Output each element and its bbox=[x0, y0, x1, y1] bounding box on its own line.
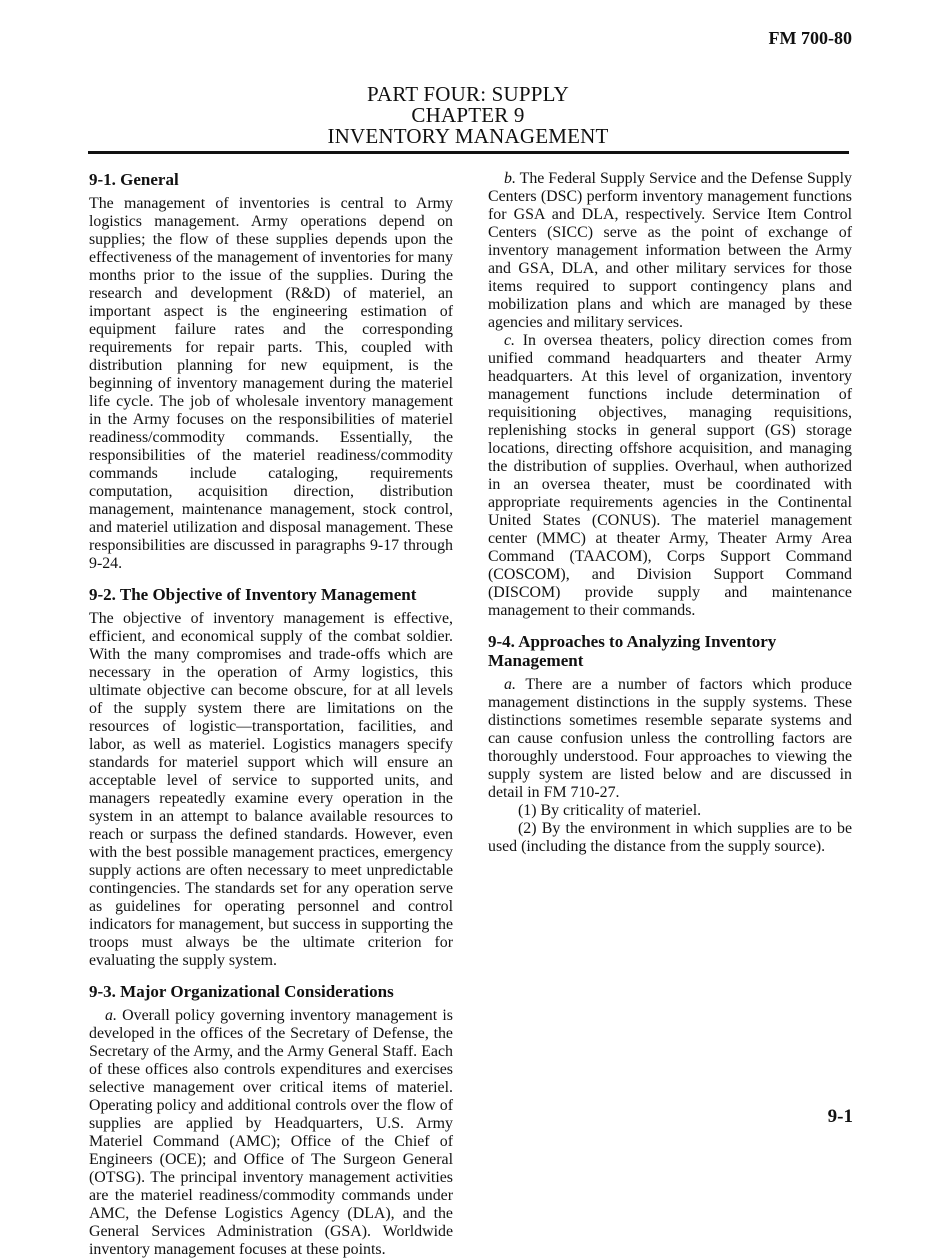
paragraph: The management of inventories is central to Army logistics management. Army operations depend on supplies; the flow of these supplies depends upon the effectiveness of the management of inventories for many months prior to the issue of the supplies. During the research and development (R&D) of materiel, an important aspect is the engineering estimation of equipment failure rates and the corresponding requirements for repair parts. This, coupled with distribution planning for new equipment, is the beginning of inventory management during the materiel life cycle. The job of wholesale inventory management in the Army focuses on the responsibilities of materiel readiness/commodity commands. Essentially, the responsibilities of the materiel readiness/commodity commands include cataloging, requirements computation, acquisition direction, distribution management, maintenance management, stock control, and materiel utilization and disposal management. These responsibilities are discussed in paragraphs 9-17 through 9-24. bbox=[89, 195, 453, 572]
paragraph-b bbox=[488, 170, 852, 332]
chapter-name: INVENTORY MANAGEMENT bbox=[327, 124, 609, 148]
list-item: (2) By the environment in which supplies are to be used (including the distance from the supply source). bbox=[488, 820, 852, 855]
paragraph-text: Overall policy governing inventory management is developed in the offices of the Secretary of Defense, the Secretary of the Army, and the Army General Staff. Each of these offices also controls expenditures and exercises selective management over critical items of materiel. Operating policy and additional controls over the flow of supplies are applied by Headquarters, U.S. Army Materiel Command (AMC); Office of the Chief of Engineers (OCE); and Office of The Surgeon General (OTSG). The principal inventory management activities are the materiel readiness/commodity commands under AMC, the Defense Logistics Agency (DLA), and the General Services Administration (GSA). Worldwide inventory management focuses at these points. bbox=[89, 1007, 453, 1258]
section-heading: 9-2. The Objective of Inventory Management bbox=[89, 585, 417, 604]
paragraph-marker: a. bbox=[105, 1007, 117, 1024]
paragraph-a bbox=[488, 676, 852, 802]
paragraph-text: In oversea theaters, policy direction comes from unified command headquarters and theater Army headquarters. At this level of organization, inventory management functions include determination of requisitioning objectives, managing requisitions, replenishing stocks in general support (GS) storage locations, directing offshore acquisition, and managing the distribution of supplies. Overhaul, when authorized in an oversea theater, must be coordinated with appropriate requirements agencies in the Continental United States (CONUS). The materiel management center (MMC) at theater Army, Theater Army Area Command (TAACOM), Corps Support Command (COSCOM), and Division Support Command (DISCOM) provide supply and maintenance management to their commands. bbox=[488, 332, 852, 619]
page-number: 9-1 bbox=[827, 1106, 853, 1127]
paragraph-text: The Federal Supply Service and the Defense Supply Centers (DSC) perform inventory management functions for GSA and DLA, respectively. Service Item Control Centers (SICC) serve as the point of exchange of inventory management information between the Army and GSA, DLA, and other military services for those items required to support contingency plans and mobilization plans and which are managed by these agencies and military services. bbox=[488, 170, 852, 331]
section-heading: 9-3. Major Organizational Considerations bbox=[89, 982, 394, 1001]
section-heading: 9-1. General bbox=[89, 170, 179, 189]
part-title: PART FOUR: SUPPLY bbox=[367, 82, 569, 106]
document-id: FM 700-80 bbox=[768, 28, 852, 48]
paragraph: The objective of inventory management is effective, efficient, and economical supply of the combat soldier. With the many compromises and trade-offs which are necessary in the operation of Army logistics, this ultimate objective can become obscure, for at all levels of the supply system there are limitations on the resources of logistic—transportation, facilities, and labor, as well as materiel. Logistics managers specify standards for materiel support which will ensure an acceptable level of service to supported units, and managers repeatedly examine every operation in the system in an attempt to balance available resources to reach or surpass the defined standards. However, even with the best possible management practices, emergency supply actions are often necessary to meet unpredictable contingencies. The standards set for any operation serve as guidelines for operating personnel and control indicators for management, but success in supporting the troops must always be the ultimate criterion for evaluating the supply system. bbox=[89, 610, 453, 969]
section-heading: 9-4. Approaches to Analyzing Inventory Management bbox=[488, 632, 777, 670]
paragraph-marker: c. bbox=[504, 332, 516, 349]
paragraph-a bbox=[89, 1007, 453, 1259]
paragraph-text: There are a number of factors which produce management distinctions in the supply systems. These distinctions sometimes resemble separate systems and can cause confusion unless the controlling factors are thoroughly understood. Four approaches to viewing the supply system are listed below and are discussed in detail in FM 710-27. bbox=[488, 676, 852, 801]
paragraph-c bbox=[488, 332, 852, 620]
chapter-number: CHAPTER 9 bbox=[411, 103, 525, 127]
paragraph-marker: b. bbox=[504, 170, 516, 187]
left-column bbox=[89, 170, 453, 1259]
right-column bbox=[488, 170, 852, 856]
list-item: (1) By criticality of materiel. bbox=[518, 802, 702, 819]
title-rule bbox=[88, 151, 849, 154]
paragraph-marker: a. bbox=[504, 676, 516, 693]
chapter-title-block bbox=[88, 84, 848, 147]
